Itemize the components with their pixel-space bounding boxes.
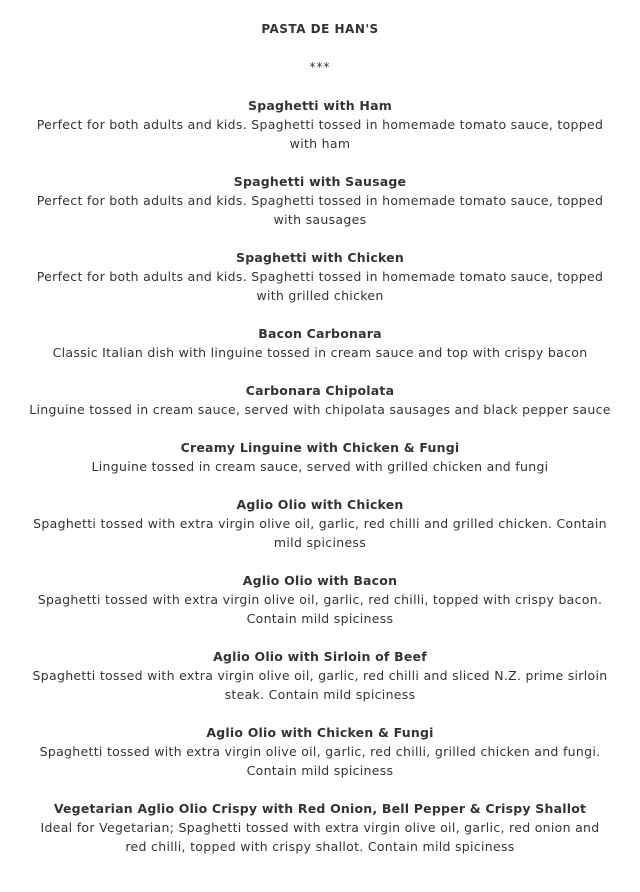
menu-item-description: Perfect for both adults and kids. Spaghetti tossed in homemade tomato sauce, topped with sausages bbox=[36, 193, 604, 227]
menu-item-name: Creamy Linguine with Chicken & Fungi bbox=[180, 440, 460, 455]
menu-title: PASTA DE HAN'S bbox=[261, 22, 379, 36]
menu-item-name: Aglio Olio with Chicken & Fungi bbox=[206, 725, 434, 740]
menu-item bbox=[28, 381, 612, 419]
menu-item-description: Spaghetti tossed with extra virgin olive oil, garlic, red chilli and sliced N.Z. prime sirloin steak. Contain mild spiciness bbox=[32, 668, 608, 702]
menu-item-description: Perfect for both adults and kids. Spaghetti tossed in homemade tomato sauce, topped with grilled chicken bbox=[36, 269, 604, 303]
menu-item bbox=[28, 324, 612, 362]
menu-divider: *** bbox=[309, 60, 331, 74]
menu-item bbox=[28, 172, 612, 229]
menu-item-name: Bacon Carbonara bbox=[258, 326, 382, 341]
menu-item-name: Aglio Olio with Bacon bbox=[242, 573, 398, 588]
menu-item-name: Spaghetti with Ham bbox=[248, 98, 392, 113]
menu-item-description: Spaghetti tossed with extra virgin olive oil, garlic, red chilli and grilled chicken. Contain mild spiciness bbox=[33, 516, 607, 550]
menu-item-name: Aglio Olio with Sirloin of Beef bbox=[213, 649, 427, 664]
menu-item bbox=[28, 571, 612, 628]
menu-item bbox=[28, 438, 612, 476]
pasta-menu bbox=[28, 0, 612, 856]
menu-item bbox=[28, 799, 612, 856]
menu-item-description: Ideal for Vegetarian; Spaghetti tossed with extra virgin olive oil, garlic, red onion and red chilli, topped with crispy shallot. Contain mild spiciness bbox=[40, 820, 600, 854]
menu-item-description: Perfect for both adults and kids. Spaghetti tossed in homemade tomato sauce, topped with ham bbox=[36, 117, 604, 151]
menu-item bbox=[28, 647, 612, 704]
menu-item-name: Spaghetti with Sausage bbox=[233, 174, 407, 189]
menu-item-description: Linguine tossed in cream sauce, served with chipolata sausages and black pepper sauce bbox=[29, 402, 611, 417]
menu-item-name: Spaghetti with Chicken bbox=[236, 250, 404, 265]
menu-item-description: Classic Italian dish with linguine tossed in cream sauce and top with crispy bacon bbox=[52, 345, 588, 360]
menu-item bbox=[28, 248, 612, 305]
menu-item-description: Spaghetti tossed with extra virgin olive oil, garlic, red chilli, topped with crispy bacon. Contain mild spiciness bbox=[37, 592, 603, 626]
menu-item-description: Linguine tossed in cream sauce, served with grilled chicken and fungi bbox=[91, 459, 549, 474]
menu-item-name: Aglio Olio with Chicken bbox=[236, 497, 404, 512]
menu-item bbox=[28, 96, 612, 153]
menu-item-name: Carbonara Chipolata bbox=[245, 383, 395, 398]
menu-item-name: Vegetarian Aglio Olio Crispy with Red Onion, Bell Pepper & Crispy Shallot bbox=[53, 801, 587, 816]
menu-item bbox=[28, 723, 612, 780]
menu-item bbox=[28, 495, 612, 552]
menu-item-description: Spaghetti tossed with extra virgin olive oil, garlic, red chilli, grilled chicken and fungi. Contain mild spiciness bbox=[39, 744, 601, 778]
